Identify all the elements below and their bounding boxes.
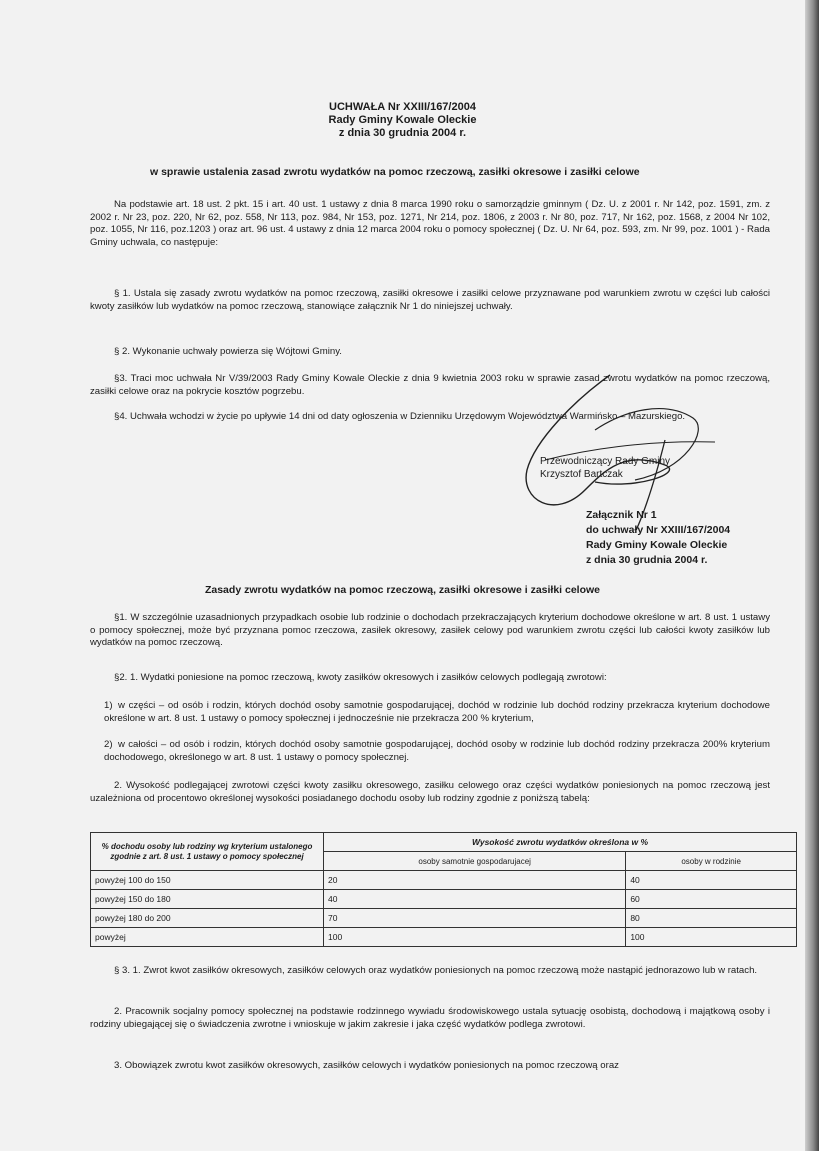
table-header-income: % dochodu osoby lub rodziny wg kryterium ustalonego zgodnie z art. 8 ust. 1 ustawy o pomocy społecznej	[91, 833, 324, 871]
signature-block	[540, 455, 670, 481]
attachment-title: Zasady zwrotu wydatków na pomoc rzeczową, zasiłki okresowe i zasiłki celowe	[204, 584, 601, 596]
table-header-refund: Wysokość zwrotu wydatków określona w %	[324, 833, 797, 852]
paragraph-2: § 2. Wykonanie uchwały powierza się Wójtowi Gminy.	[114, 346, 342, 357]
attachment-paragraph-2-2: 2. Wysokość podlegającej zwrotowi części kwoty zasiłku okresowego, zasiłku celowego oraz części wydatków poniesionych na pomoc rzeczową jest uzależniona od procentowo określonej wysokości posiadanego dochodu osoby lub rodziny zgodnie z poniższą tabelą:	[90, 780, 770, 804]
preamble: Na podstawie art. 18 ust. 2 pkt. 15 i art. 40 ust. 1 ustawy z dnia 8 marca 1990 roku o samorządzie gminnym ( Dz. U. z 2001 r. Nr 142, poz. 1591, zm. z 2002 r. Nr 23, poz. 220, Nr 62, poz. 558, Nr 113, poz. 984, Nr 153, poz. 1271, Nr 214, poz. 1806, z 2003 r. Nr 80, poz. 717, Nr 162, poz. 1568, z 2004 Nr 102, poz. 1055, Nr 116, poz.1203 ) oraz art. 96 ust. 4 ustawy z dnia 12 marca 2004 roku o pomocy społecznej ( Dz. U. Nr 64, poz. 593, zm. Nr 99, poz. 1001 ) - Rada Gminy uchwala, co następuje:	[90, 199, 770, 248]
table-row: powyżej 100 100	[91, 928, 797, 947]
attachment-paragraph-1: §1. W szczególnie uzasadnionych przypadkach osobie lub rodzinie o dochodach przekraczających kryterium dochodowe określone w art. 8 ust. 1 ustawy o pomocy społecznej, może być przyznana pomoc rzeczowa, zasiłek okresowy, zasiłek celowy pod warunkiem zwrotu części lub całości kwoty zasiłków lub wydatków na pomoc rzeczową.	[90, 612, 770, 649]
paragraph-3: §3. Traci moc uchwała Nr V/39/2003 Rady Gminy Kowale Oleckie z dnia 9 kwietnia 2003 roku w sprawie zasad zwrotu wydatków na pomoc rzeczową, zasiłki celowe oraz na pokrycie kosztów pogrzebu.	[90, 373, 770, 397]
table-row: powyżej 150 do 180 40 60	[91, 890, 797, 909]
attachment-council: Rady Gminy Kowale Oleckie	[586, 539, 728, 551]
resolution-date: z dnia 30 grudnia 2004 r.	[338, 127, 467, 139]
attachment-resolution: do uchwały Nr XXIII/167/2004	[586, 524, 731, 536]
table-row: powyżej 100 do 150 20 40	[91, 871, 797, 890]
resolution-header	[0, 101, 805, 140]
table-header-single: osoby samotnie gospodarujacej	[324, 852, 626, 871]
attachment-number: Załącznik Nr 1	[586, 509, 657, 521]
handwritten-signature-icon	[515, 370, 725, 530]
refund-table	[90, 832, 797, 947]
attachment-paragraph-2: §2. 1. Wydatki poniesione na pomoc rzeczową, kwoty zasiłków okresowych i zasiłków celowych podlegają zwrotowi:	[114, 672, 607, 683]
attachment-reference	[586, 508, 730, 568]
resolution-subject: w sprawie ustalenia zasad zwrotu wydatków na pomoc rzeczową, zasiłki okresowe i zasiłki celowe	[150, 166, 640, 178]
paragraph-1: § 1. Ustala się zasady zwrotu wydatków na pomoc rzeczową, zasiłki okresowe i zasiłki celowe przyznawane pod warunkiem zwrotu w części lub całości kwoty zasiłków lub wydatków na pomoc rzeczową, stanowiące załącznik Nr 1 do niniejszej uchwały.	[90, 288, 770, 312]
attachment-date: z dnia 30 grudnia 2004 r.	[586, 554, 708, 566]
attachment-paragraph-3-2: 2. Pracownik socjalny pomocy społecznej na podstawie rodzinnego wywiadu środowiskowego ustala sytuację osobistą, dochodową i majątkową osoby i rodziny ubiegającej się o świadczenia zwrotne i wnioskuje w jakim zakresie i jaka część wydatków podlega zwrotowi.	[90, 1006, 770, 1030]
attachment-paragraph-3-1: § 3. 1. Zwrot kwot zasiłków okresowych, zasiłków celowych oraz wydatków poniesionych na pomoc rzeczową może nastąpić jednorazowo lub w ratach.	[114, 965, 758, 976]
table-header-family: osoby w rodzinie	[626, 852, 797, 871]
table-row: powyżej 180 do 200 70 80	[91, 909, 797, 928]
scan-edge	[805, 0, 819, 1151]
attachment-paragraph-3-3: 3. Obowiązek zwrotu kwot zasiłków okresowych, zasiłków celowych i wydatków poniesionych na pomoc rzeczową oraz	[114, 1060, 619, 1071]
list-item: 2) w całości – od osób i rodzin, których dochód osoby samotnie gospodarującej, dochód osoby w rodzinie lub dochód rodziny przekracza 200% kryterium dochodowego, określonego w art. 8 ust. 1 ustawy o pomocy społecznej.	[104, 739, 770, 763]
signature-title: Przewodniczący Rady Gminy	[540, 456, 671, 467]
list-item: 1) w części – od osób i rodzin, których dochód osoby samotnie gospodarującej, dochód w rodzinie lub dochód rodziny przekracza kryterium dochodowe określone w art. 8 ust. 1 ustawy o pomocy społecznej i jednocześnie nie przekracza 200 % kryterium,	[104, 700, 770, 724]
resolution-number: UCHWAŁA Nr XXIII/167/2004	[329, 101, 476, 113]
paragraph-4: §4. Uchwała wchodzi w życie po upływie 14 dni od daty ogłoszenia w Dzienniku Urzędowym Województwa Warmińsko – Mazurskiego.	[114, 411, 686, 422]
council-name: Rady Gminy Kowale Oleckie	[328, 114, 477, 126]
signature-name: Krzysztof Bartczak	[540, 469, 623, 480]
